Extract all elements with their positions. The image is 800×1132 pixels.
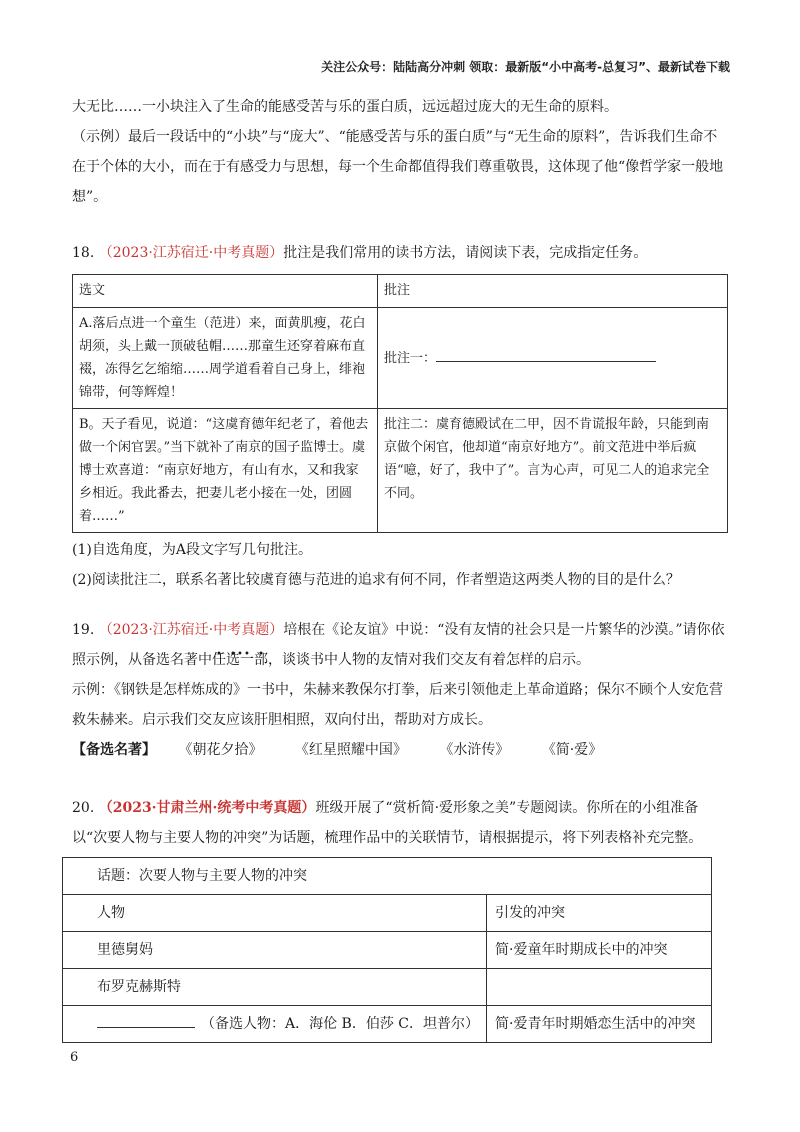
table-header-text: 选文 — [73, 275, 378, 308]
sub-question-1: (1)自选角度，为A段文字写几句批注。 — [72, 542, 312, 558]
example-text: 示例：《钢铁是怎样炼成的》一书中，朱赫来教保尔打拳，后来引领他走上革命道路；保尔不顾个人安危营救朱赫来。启示我们交友应该肝胆相照，双向付出，帮助对方成长。 — [72, 682, 723, 728]
note-b: 批注二：虞育德殿试在二甲，因不肯谎报年龄，只能到南京做个闲官，他却道“南京好地方”。前文范进中举后疯语“噫，好了，我中了”。言为心声，可见二人的追求完全不同。 — [378, 409, 728, 533]
question-text-b: ，谈谈书中人物的友情对我们交友有着怎样的启示。 — [268, 652, 590, 668]
question-number: 20. — [72, 800, 95, 816]
question-source: （2023·江苏宿迁·中考真题） — [98, 622, 284, 638]
question-18 — [72, 238, 728, 595]
book-3: 《水浒传》 — [439, 742, 510, 758]
book-4: 《简·爱》 — [541, 742, 603, 758]
book-1: 《朝花夕拾》 — [178, 742, 263, 758]
conflict-1: 简·爱童年时期成长中的冲突 — [487, 932, 712, 969]
note-a-label: 批注一： — [384, 350, 437, 366]
person-1: 里德舅妈 — [63, 932, 487, 969]
question-18-stem — [72, 238, 728, 268]
question-text: 班级开展了“赏析简·爱形象之美”专题阅读。你所在的小组准备以“次要人物与主要人物的冲突”为话题，梳理作品中的关联情节，请根据提示，将下列表格补充完整。 — [72, 800, 703, 846]
table-header-conflict: 引发的冲突 — [487, 895, 712, 932]
emphasis-char: 任 — [212, 652, 226, 668]
question-20 — [72, 793, 728, 1043]
sub-question-2: (2)阅读批注二，联系名著比较虞育德与范进的追求有何不同，作者塑造这两类人物的目的是什么？ — [72, 572, 680, 588]
table-header-person: 人物 — [63, 895, 487, 932]
page-header: 关注公众号：陆陆高分冲刺 领取：最新版“小中高考-总复习”、最新试卷下载 — [321, 60, 730, 74]
question-source: （2023·江苏宿迁·中考真题） — [98, 245, 284, 261]
person-2: 布罗克赫斯特 — [63, 969, 487, 1006]
person-3-options: （备选人物：A．海伦 B．伯莎 C．坦普尔） — [201, 1016, 480, 1032]
question-19 — [72, 615, 728, 765]
passage-a: A.落后点进一个童生（范进）来，面黄肌瘦，花白胡须，头上戴一顶破毡帽……那童生还穿着麻布直裰，冻得乞乞缩缩……周学道看着自己身上，绯袍锦带，何等辉煌！ — [73, 308, 378, 409]
note-a-blank[interactable] — [436, 347, 656, 362]
emphasis-char: 选 — [226, 652, 240, 668]
page-content — [72, 92, 728, 1043]
passage-b: B。天子看见，说道：“这虞育德年纪老了，着他去做一个闲官罢。”当下就补了南京的国子监博士。虞博士欢喜道：“南京好地方，有山有水，又和我家乡相近。我此番去，把妻儿老小接在一处，团圆着……” — [73, 409, 378, 533]
page-number: 6 — [70, 1050, 79, 1065]
question-number: 18. — [72, 245, 95, 261]
emphasis-text — [212, 652, 268, 668]
answer-line: 大无比……一小块注入了生命的能感受苦与乐的蛋白质，远远超过庞大的无生命的原料。 — [72, 99, 618, 115]
person-3-blank[interactable] — [97, 1013, 195, 1028]
emphasis-char: 部 — [254, 652, 268, 668]
table-header-note: 批注 — [378, 275, 728, 308]
question-text: 批注是我们常用的读书方法，请阅读下表，完成指定任务。 — [283, 245, 648, 261]
question-20-stem — [72, 793, 728, 853]
note-a-cell — [378, 308, 728, 409]
question-number: 19. — [72, 622, 95, 638]
conflict-2-blank[interactable] — [487, 969, 712, 1006]
book-list-label: 【备选名著】 — [72, 742, 156, 758]
book-2: 《红星照耀中国》 — [294, 742, 407, 758]
answer-example: （示例）最后一段话中的“小块”与“庞大”、“能感受苦与乐的蛋白质”与“无生命的原料”，告诉我们生命不在于个体的大小，而在于有感受力与思想，每一个生命都值得我们尊重敬畏，这体现了他“像哲学家一般地想”。 — [72, 129, 724, 205]
emphasis-char: 一 — [240, 652, 254, 668]
book-list — [72, 735, 728, 765]
question-19-stem — [72, 615, 728, 675]
question-source: （2023·甘肃兰州·统考中考真题） — [98, 800, 316, 816]
person-3-cell — [63, 1006, 487, 1043]
question-text-a: 培根在《论友谊》中说：“没有友情的社会只是一片繁华的沙漠。”请你依照示例，从备选名著中 — [72, 622, 725, 668]
table-topic: 话题：次要人物与主要人物的冲突 — [63, 858, 712, 895]
conflict-table — [62, 857, 712, 1043]
annotation-table — [72, 274, 728, 533]
conflict-3: 简·爱青年时期婚恋生活中的冲突 — [487, 1006, 712, 1043]
